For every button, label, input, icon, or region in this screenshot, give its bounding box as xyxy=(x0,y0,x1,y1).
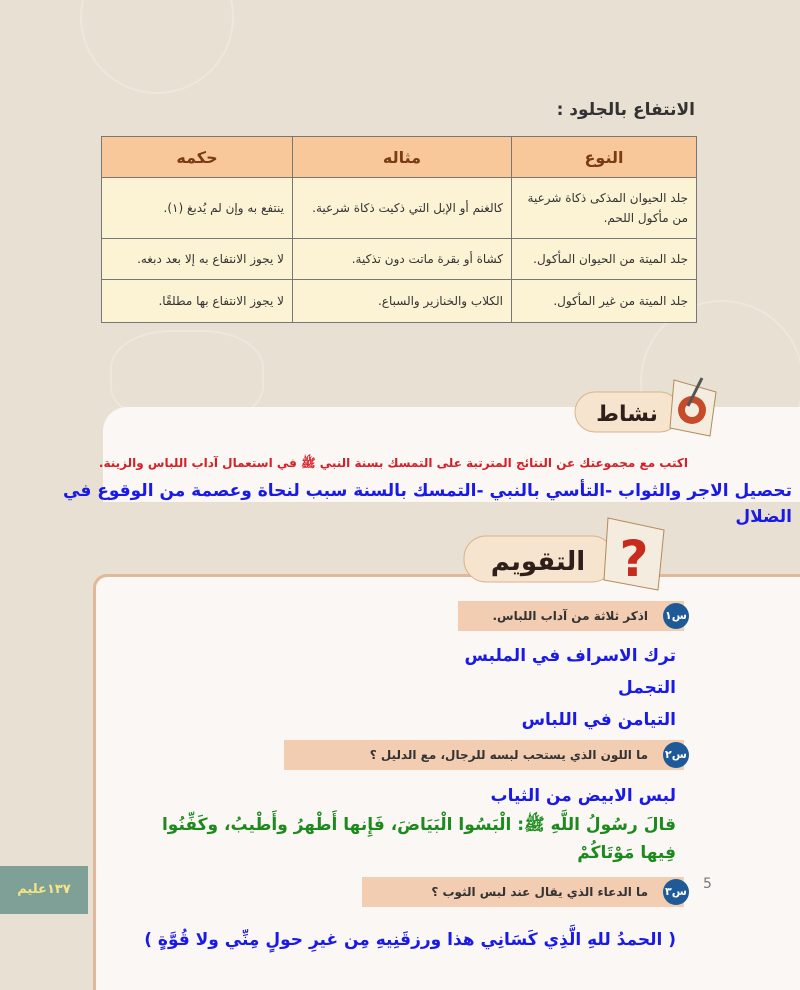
table-cell: كالغنم أو الإبل التي ذكيت ذكاة شرعية. xyxy=(293,178,512,239)
question-bar xyxy=(458,601,684,631)
table-header-row xyxy=(102,137,697,178)
answer-line: لبس الابيض من الثياب xyxy=(490,786,676,806)
table-cell: جلد الميتة من الحيوان المأكول. xyxy=(512,239,697,280)
activity-instruction: اكتب مع مجموعتك عن النتائج المترتبة على التمسك بسنة النبي ﷺ في استعمال آداب اللباس والزينة. xyxy=(98,456,688,470)
activity-badge xyxy=(570,372,720,440)
question-number-icon: س١ xyxy=(663,603,689,629)
answer-line: ( الحمدُ للهِ الَّذِي كَسَانِي هذا ورزقَنِيهِ مِن غيرِ حولٍ مِنِّي ولا قُوَّةٍ ) xyxy=(144,930,676,950)
question-number-icon: س٢ xyxy=(663,742,689,768)
question-mark-icon: ? xyxy=(619,530,649,588)
table-cell: جلد الميتة من غير المأكول. xyxy=(512,280,697,323)
answer-line: التجمل xyxy=(618,678,676,698)
answer-line: ترك الاسراف في الملبس xyxy=(464,646,676,666)
question-bar xyxy=(284,740,684,770)
answer-line: التيامن في اللباس xyxy=(521,710,676,730)
page-number-tab: ١٣٧عليم xyxy=(0,866,88,914)
background-ornament xyxy=(80,0,234,94)
margin-number: 5 xyxy=(703,876,712,892)
table-cell: الكلاب والخنازير والسباع. xyxy=(293,280,512,323)
table-cell: ينتفع به وإن لم يُدبغ (١). xyxy=(102,178,293,239)
hadith-line: فِيها مَوْتَاكُمْ xyxy=(577,843,676,863)
rulings-table xyxy=(101,136,697,323)
table-cell: جلد الحيوان المذكى ذكاة شرعية من مأكول اللحم. xyxy=(512,178,697,239)
table-header-cell: حكمه xyxy=(102,137,293,178)
table-header-cell: مثاله xyxy=(293,137,512,178)
activity-title: نشاط xyxy=(596,402,658,427)
activity-answer: تحصيل الاجر والثواب -التأسي بالنبي -التمسك بالسنة سبب لنحاة وعصمة من الوقوع في الضلال xyxy=(63,481,792,527)
table-row xyxy=(102,178,697,239)
table-header-cell: النوع xyxy=(512,137,697,178)
table-cell: لا يجوز الانتفاع به إلا بعد دبغه. xyxy=(102,239,293,280)
evaluation-title: التقويم xyxy=(490,547,586,577)
table-row xyxy=(102,239,697,280)
evaluation-badge xyxy=(458,514,668,592)
table-cell: لا يجوز الانتفاع بها مطلقًا. xyxy=(102,280,293,323)
question-text: ما اللون الذي يستحب لبسه للرجال، مع الدليل ؟ xyxy=(369,748,648,762)
evaluation-panel xyxy=(93,574,800,990)
table-cell: كشاة أو بقرة ماتت دون تذكية. xyxy=(293,239,512,280)
question-bar xyxy=(362,877,684,907)
section-heading: الانتفاع بالجلود : xyxy=(556,100,695,120)
question-text: ما الدعاء الذي يقال عند لبس الثوب ؟ xyxy=(431,885,648,899)
question-number-icon: س٣ xyxy=(663,879,689,905)
table-row xyxy=(102,280,697,323)
question-text: اذكر ثلاثة من آداب اللباس. xyxy=(492,609,648,623)
hadith-line: قالَ رسُولُ اللَّهِ ﷺ: الْبَسُوا الْبَيَاضَ، فَإِنها أَطْهرُ وأَطْيبُ، وكَفِّنُوا xyxy=(161,815,676,835)
